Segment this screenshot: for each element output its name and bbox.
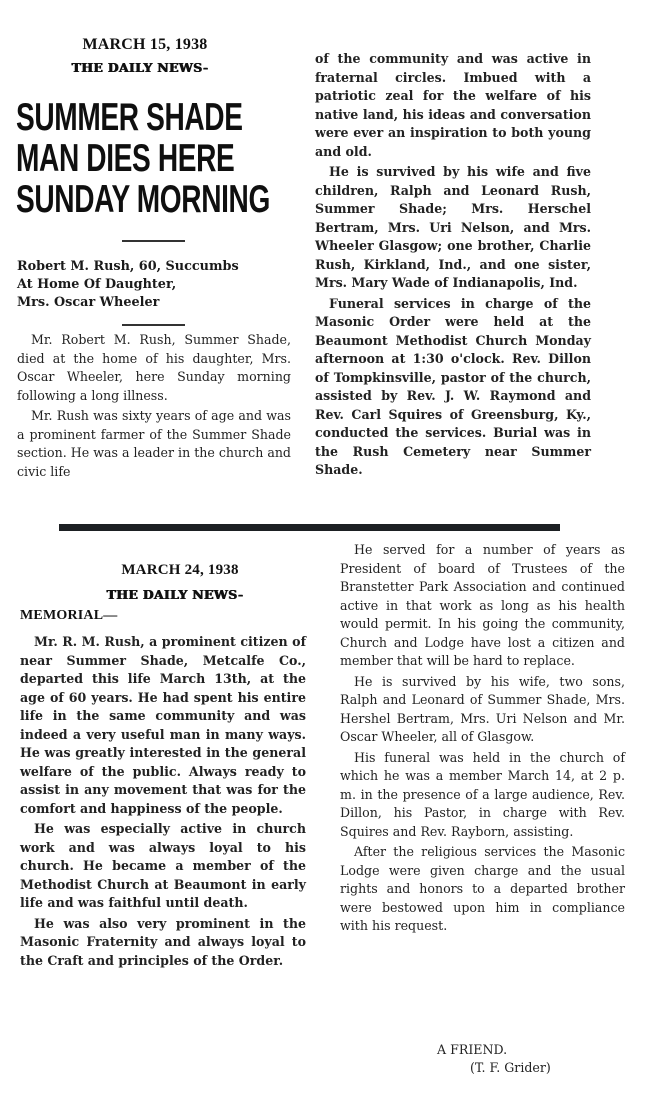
subhead-line: Mrs. Oscar Wheeler [17,295,160,310]
paragraph: He is survived by his wife and five children, Ralph and Leonard Rush, Summer Shade; Mrs. Herschel Bertram, Mrs. Uri Nelson, and Mrs. Wheeler Glasgow; one brother, Charlie Rush, Kirkland, Ind., and one sister, Mrs. Mary Wade of Indianapolis, Ind. [315,164,591,290]
short-rule [122,240,185,242]
paragraph: He was also very prominent in the Masonic Fraternity and always loyal to the Craft and principles of the Order. [20,915,306,968]
paragraph: He is survived by his wife, two sons, Ralph and Leonard of Summer Shade, Mrs. Hershel Bertram, Mrs. Uri Nelson and Mr. Oscar Wheeler, all of Glasgow. [340,673,625,744]
article1-column2 [315,50,591,482]
article2-column2 [340,541,625,938]
paragraph: Mr. R. M. Rush, a prominent citizen of near Summer Shade, Metcalfe Co., departed this life March 13th, at the age of 60 years. He had spent his entire life in the same community and was indeed a very useful man in many ways. He was greatly interested in the general welfare of the public. Always ready to assist in any movement that was for the comfort and happiness of the people. [20,634,306,816]
paragraph: His funeral was held in the church of which he was a member March 14, at 2 p. m. in the presence of a large audience, Rev. Dillon, his Pastor, in charge with Rev. Squires and Rev. Rayborn, assisting. [340,749,625,839]
article2-masthead: THE DAILY NEWS- [106,587,244,602]
headline-line: MAN DIES HERE [16,137,235,180]
subhead-line: At Home Of Daughter, [17,277,177,292]
article1-masthead: THE DAILY NEWS- [71,60,209,75]
signature-author: (T. F. Grider) [470,1060,551,1075]
paragraph: He served for a number of years as President of board of Trustees of the Branstetter Park Association and continued active in that work as long as his health would permit. In his going the community, Church and Lodge have lost a citizen and member that will be hard to replace. [340,542,625,668]
article1-date: MARCH 15, 1938 [82,36,208,53]
article1-column1 [17,331,291,483]
headline-line: SUNDAY MORNING [16,178,270,221]
memorial-label: MEMORIAL— [20,608,118,623]
article1-subhead [17,258,292,312]
paragraph: Mr. Robert M. Rush, Summer Shade, died at the home of his daughter, Mrs. Oscar Wheeler, here Sunday morning following a long illness. [17,332,291,403]
section-divider [59,524,560,531]
headline-line: SUMMER SHADE [16,96,243,139]
short-rule [122,324,185,326]
article2-column1 [20,633,306,972]
paragraph: Funeral services in charge of the Masonic Order were held at the Beaumont Methodist Church Monday afternoon at 1:30 o'clock. Rev. Dillon of Tompkinsville, pastor of the church, assisted by Rev. J. W. Raymond and Rev. Carl Squires of Greensburg, Ky., conducted the services. Burial was in the Rush Cemetery near Summer Shade. [315,295,591,477]
paragraph: Mr. Rush was sixty years of age and was a prominent farmer of the Summer Shade section. He was a leader in the church and civic life [17,408,291,479]
paragraph: After the religious services the Masonic Lodge were given charge and the usual rights and honors to a departed brother were bestowed upon him in compliance with his request. [340,844,625,933]
signature-line: A FRIEND. [437,1042,508,1057]
paragraph: of the community and was active in fraternal circles. Imbued with a patriotic zeal for the welfare of his native land, his ideas and conversation were ever an inspiration to both young and old. [315,51,591,159]
subhead-line: Robert M. Rush, 60, Succumbs [17,259,239,274]
paragraph: He was especially active in church work and was always loyal to his church. He became a member of the Methodist Church at Beaumont in early life and was faithful until death. [20,821,306,910]
article2-date: MARCH 24, 1938 [121,562,239,578]
